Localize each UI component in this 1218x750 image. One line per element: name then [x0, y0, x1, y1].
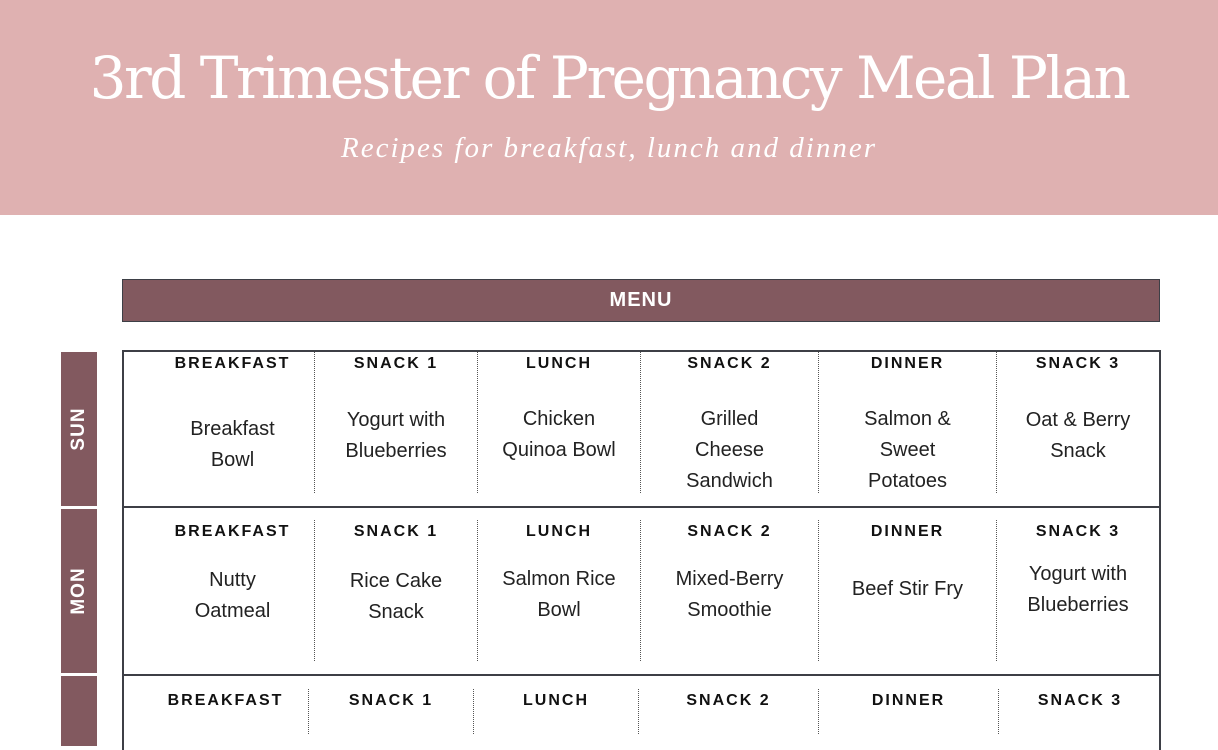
meal-cell-mon-dinner	[820, 523, 995, 605]
meal-cell-tue-breakfast	[143, 692, 308, 710]
meal-cell-tue-snack1	[310, 692, 472, 710]
meal-heading: BREAKFAST	[174, 523, 291, 540]
meal-cell-mon-snack2	[642, 523, 817, 626]
column-separator	[640, 520, 641, 661]
column-separator	[996, 520, 997, 661]
day-tab-sun	[61, 352, 97, 506]
meal-heading: SNACK 1	[348, 692, 434, 709]
meal-dish: Rice Cake Snack	[349, 570, 443, 623]
meal-heading: DINNER	[870, 523, 945, 540]
column-separator	[996, 352, 997, 493]
meal-cell-sun-snack2	[642, 355, 817, 497]
page-subtitle: Recipes for breakfast, lunch and dinner	[340, 132, 877, 164]
meal-dish: Breakfast Bowl	[190, 418, 275, 471]
meal-heading: SNACK 3	[1035, 355, 1121, 372]
meal-heading: SNACK 2	[686, 692, 771, 709]
column-separator	[818, 352, 819, 493]
meal-dish: Grilled Cheese Sandwich	[686, 408, 773, 492]
meal-dish: Salmon Rice Bowl	[502, 568, 616, 621]
meal-heading: SNACK 3	[1035, 523, 1121, 540]
meal-cell-mon-lunch	[479, 523, 639, 626]
meal-dish: Yogurt with Blueberries	[345, 409, 447, 462]
meal-heading: LUNCH	[526, 523, 592, 540]
meal-heading: SNACK 1	[353, 523, 439, 540]
column-separator	[998, 689, 999, 734]
page-title: 3rd Trimester of Pregnancy Meal Plan	[89, 44, 1129, 112]
meal-heading: SNACK 1	[353, 355, 439, 372]
meal-heading: DINNER	[870, 355, 945, 372]
meal-heading: BREAKFAST	[174, 355, 291, 372]
meal-cell-mon-snack1	[316, 523, 476, 628]
row-divider	[122, 506, 1161, 508]
meal-cell-sun-dinner	[820, 355, 995, 497]
row-divider	[122, 674, 1161, 676]
meal-dish: Beef Stir Fry	[851, 578, 964, 600]
day-tab-tue	[61, 676, 97, 746]
meal-cell-tue-dinner	[820, 692, 997, 710]
meal-cell-sun-lunch	[479, 355, 639, 466]
meal-cell-mon-snack3	[998, 523, 1158, 621]
meal-cell-sun-breakfast	[150, 355, 315, 476]
meal-dish: Mixed-Berry Smoothie	[675, 568, 784, 621]
meal-cell-tue-snack3	[1000, 692, 1160, 710]
day-tab-mon	[61, 509, 97, 673]
column-separator	[640, 352, 641, 493]
meal-cell-tue-lunch	[475, 692, 637, 710]
meal-heading: SNACK 2	[687, 355, 772, 372]
meal-cell-sun-snack1	[316, 355, 476, 467]
column-separator	[473, 689, 474, 734]
meal-heading: LUNCH	[523, 692, 589, 709]
meal-heading: SNACK 3	[1037, 692, 1123, 709]
column-separator	[477, 352, 478, 493]
column-separator	[308, 689, 309, 734]
meal-heading: BREAKFAST	[167, 692, 284, 709]
column-separator	[818, 520, 819, 661]
meal-dish: Yogurt with Blueberries	[1027, 563, 1129, 616]
header-banner	[0, 0, 1218, 215]
meal-dish: Oat & Berry Snack	[1025, 409, 1131, 462]
meal-heading: DINNER	[871, 692, 946, 709]
meal-dish: Nutty Oatmeal	[194, 569, 271, 622]
column-separator	[638, 689, 639, 734]
meal-heading: SNACK 2	[687, 523, 772, 540]
day-label: MON	[68, 567, 89, 615]
meal-dish: Chicken Quinoa Bowl	[502, 408, 616, 461]
menu-header: MENU	[122, 279, 1160, 322]
column-separator	[477, 520, 478, 661]
column-separator	[818, 689, 819, 734]
meal-cell-mon-breakfast	[150, 523, 315, 627]
meal-dish: Salmon & Sweet Potatoes	[864, 408, 951, 492]
meal-heading: LUNCH	[526, 355, 592, 372]
day-label: SUN	[68, 407, 89, 451]
meal-cell-tue-snack2	[640, 692, 817, 710]
meal-cell-sun-snack3	[998, 355, 1158, 467]
